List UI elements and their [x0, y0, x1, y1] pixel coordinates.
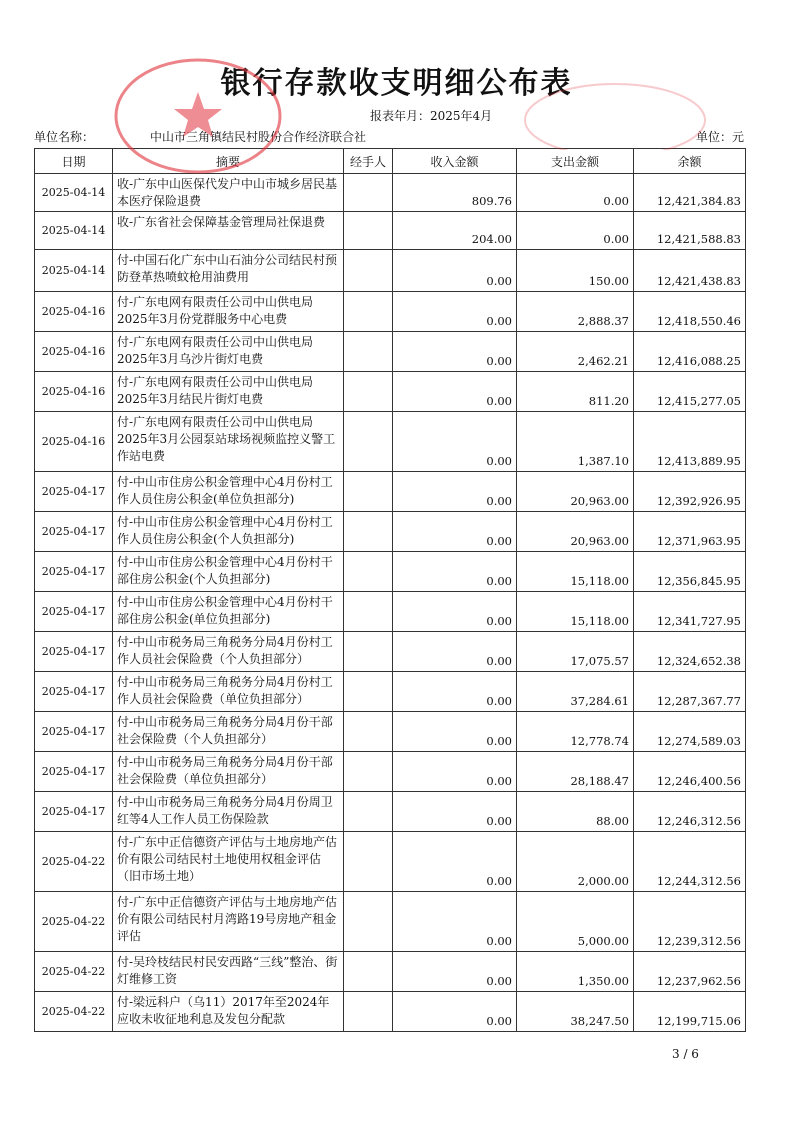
row-handler — [344, 412, 393, 472]
document-title: 银行存款收支明细公布表 — [220, 66, 573, 101]
row-income: 0.00 — [393, 472, 517, 512]
row-income: 0.00 — [393, 892, 517, 952]
row-summary: 付-广东电网有限责任公司中山供电局2025年3月乌沙片街灯电费 — [113, 332, 344, 372]
row-handler — [344, 512, 393, 552]
row-expense: 38,247.50 — [517, 992, 634, 1032]
table-row — [35, 712, 746, 752]
row-handler — [344, 292, 393, 332]
row-balance: 12,341,727.95 — [634, 592, 746, 632]
row-handler — [344, 992, 393, 1032]
row-expense: 12,778.74 — [517, 712, 634, 752]
row-expense: 0.00 — [517, 174, 634, 212]
row-balance: 12,199,715.06 — [634, 992, 746, 1032]
row-date: 2025-04-22 — [35, 832, 113, 892]
table-row — [35, 292, 746, 332]
table-row — [35, 952, 746, 992]
row-summary: 付-吴玲枝结民村民安西路“三线”整治、街灯维修工资 — [113, 952, 344, 992]
row-handler — [344, 792, 393, 832]
row-handler — [344, 212, 393, 250]
row-expense: 15,118.00 — [517, 592, 634, 632]
row-balance: 12,274,589.03 — [634, 712, 746, 752]
row-balance: 12,421,438.83 — [634, 250, 746, 292]
row-balance: 12,413,889.95 — [634, 412, 746, 472]
row-balance: 12,418,550.46 — [634, 292, 746, 332]
row-date: 2025-04-16 — [35, 412, 113, 472]
row-income: 0.00 — [393, 992, 517, 1032]
official-seal — [108, 54, 288, 174]
row-income: 0.00 — [393, 752, 517, 792]
row-income: 0.00 — [393, 952, 517, 992]
row-summary: 付-广东电网有限责任公司中山供电局2025年3月份党群服务中心电费 — [113, 292, 344, 332]
row-income: 0.00 — [393, 672, 517, 712]
row-income: 0.00 — [393, 412, 517, 472]
row-summary: 付-梁远科户（乌11）2017年至2024年应收未收征地利息及发包分配款 — [113, 992, 344, 1032]
header-income: 收入金额 — [393, 149, 517, 174]
row-expense: 150.00 — [517, 250, 634, 292]
table-row — [35, 592, 746, 632]
table-row — [35, 512, 746, 552]
row-balance: 12,371,963.95 — [634, 512, 746, 552]
row-handler — [344, 632, 393, 672]
row-date: 2025-04-22 — [35, 892, 113, 952]
header-balance: 余额 — [634, 149, 746, 174]
row-summary: 付-广东电网有限责任公司中山供电局2025年3月结民片街灯电费 — [113, 372, 344, 412]
row-expense: 811.20 — [517, 372, 634, 412]
row-date: 2025-04-17 — [35, 592, 113, 632]
row-summary: 付-中山市税务局三角税务分局4月份干部社会保险费（个人负担部分） — [113, 712, 344, 752]
row-income: 0.00 — [393, 552, 517, 592]
table-row — [35, 372, 746, 412]
row-handler — [344, 332, 393, 372]
row-balance: 12,246,400.56 — [634, 752, 746, 792]
row-expense: 17,075.57 — [517, 632, 634, 672]
row-summary: 付-中山市住房公积金管理中心4月份村工作人员住房公积金(个人负担部分) — [113, 512, 344, 552]
row-expense: 2,888.37 — [517, 292, 634, 332]
table-row — [35, 792, 746, 832]
row-income: 0.00 — [393, 332, 517, 372]
row-balance: 12,287,367.77 — [634, 672, 746, 712]
row-balance: 12,415,277.05 — [634, 372, 746, 412]
unit-label: 单位名称： — [34, 130, 95, 144]
report-period: 报表年月：2025年4月 — [370, 109, 493, 123]
row-date: 2025-04-17 — [35, 752, 113, 792]
row-balance: 12,239,312.56 — [634, 892, 746, 952]
row-handler — [344, 892, 393, 952]
faint-seal — [520, 80, 710, 150]
row-date: 2025-04-14 — [35, 212, 113, 250]
row-summary: 付-中山市税务局三角税务分局4月份周卫红等4人工作人员工伤保险款 — [113, 792, 344, 832]
row-handler — [344, 250, 393, 292]
row-handler — [344, 752, 393, 792]
row-handler — [344, 712, 393, 752]
row-expense: 0.00 — [517, 212, 634, 250]
row-summary: 付-中山市住房公积金管理中心4月份村干部住房公积金(单位负担部分) — [113, 592, 344, 632]
row-summary: 付-中山市税务局三角税务分局4月份村工作人员社会保险费（单位负担部分） — [113, 672, 344, 712]
header-expense: 支出金额 — [517, 149, 634, 174]
row-handler — [344, 592, 393, 632]
row-balance: 12,421,384.83 — [634, 174, 746, 212]
header-handler: 经手人 — [344, 149, 393, 174]
row-income: 0.00 — [393, 292, 517, 332]
row-balance: 12,246,312.56 — [634, 792, 746, 832]
row-handler — [344, 372, 393, 412]
table-row — [35, 832, 746, 892]
row-handler — [344, 174, 393, 212]
page-number: 3 / 6 — [672, 1047, 699, 1061]
header-summary: 摘要 — [113, 149, 344, 174]
row-income: 0.00 — [393, 632, 517, 672]
row-date: 2025-04-17 — [35, 472, 113, 512]
table-row — [35, 632, 746, 672]
organization-name: 中山市三角镇结民村股份合作经济联合社 — [150, 130, 367, 144]
table-row — [35, 174, 746, 212]
row-handler — [344, 832, 393, 892]
table-row — [35, 752, 746, 792]
row-expense: 2,462.21 — [517, 332, 634, 372]
row-income: 0.00 — [393, 512, 517, 552]
row-balance: 12,356,845.95 — [634, 552, 746, 592]
table-row — [35, 992, 746, 1032]
row-income: 0.00 — [393, 712, 517, 752]
row-income: 809.76 — [393, 174, 517, 212]
row-income: 0.00 — [393, 832, 517, 892]
row-balance: 12,392,926.95 — [634, 472, 746, 512]
table-row — [35, 472, 746, 512]
row-income: 0.00 — [393, 372, 517, 412]
row-expense: 37,284.61 — [517, 672, 634, 712]
table-row — [35, 672, 746, 712]
row-expense: 88.00 — [517, 792, 634, 832]
row-summary: 收-广东中山医保代发户中山市城乡居民基本医疗保险退费 — [113, 174, 344, 212]
row-summary: 付-中山市住房公积金管理中心4月份村干部住房公积金(个人负担部分) — [113, 552, 344, 592]
row-date: 2025-04-16 — [35, 292, 113, 332]
row-balance: 12,237,962.56 — [634, 952, 746, 992]
row-summary: 付-广东中正信德资产评估与土地房地产估价有限公司结民村月湾路19号房地产租金评估 — [113, 892, 344, 952]
table-row — [35, 250, 746, 292]
currency-unit: 单位：元 — [695, 130, 744, 144]
row-summary: 付-中山市税务局三角税务分局4月份村工作人员社会保险费（个人负担部分） — [113, 632, 344, 672]
row-date: 2025-04-17 — [35, 792, 113, 832]
row-date: 2025-04-17 — [35, 552, 113, 592]
row-balance: 12,416,088.25 — [634, 332, 746, 372]
row-date: 2025-04-17 — [35, 712, 113, 752]
row-handler — [344, 552, 393, 592]
row-expense: 5,000.00 — [517, 892, 634, 952]
row-date: 2025-04-14 — [35, 250, 113, 292]
row-balance: 12,421,588.83 — [634, 212, 746, 250]
row-expense: 1,387.10 — [517, 412, 634, 472]
row-summary: 付-中国石化广东中山石油分公司结民村预防登革热喷蚊枪用油费用 — [113, 250, 344, 292]
row-summary: 付-中山市住房公积金管理中心4月份村工作人员住房公积金(单位负担部分) — [113, 472, 344, 512]
row-date: 2025-04-22 — [35, 992, 113, 1032]
row-balance: 12,324,652.38 — [634, 632, 746, 672]
row-date: 2025-04-16 — [35, 332, 113, 372]
row-expense: 28,188.47 — [517, 752, 634, 792]
row-expense: 20,963.00 — [517, 472, 634, 512]
row-summary: 付-广东中正信德资产评估与土地房地产估价有限公司结民村土地使用权租金评估（旧市场土地） — [113, 832, 344, 892]
row-balance: 12,244,312.56 — [634, 832, 746, 892]
row-expense: 2,000.00 — [517, 832, 634, 892]
table-row — [35, 892, 746, 952]
row-date: 2025-04-17 — [35, 512, 113, 552]
table-row — [35, 212, 746, 250]
row-handler — [344, 472, 393, 512]
row-income: 0.00 — [393, 592, 517, 632]
row-handler — [344, 952, 393, 992]
row-expense: 15,118.00 — [517, 552, 634, 592]
row-summary: 收-广东省社会保障基金管理局社保退费 — [113, 212, 344, 250]
row-date: 2025-04-22 — [35, 952, 113, 992]
row-date: 2025-04-16 — [35, 372, 113, 412]
row-summary: 付-广东电网有限责任公司中山供电局2025年3月公园泵站球场视频监控义警工作站电费 — [113, 412, 344, 472]
table-row — [35, 332, 746, 372]
row-income: 0.00 — [393, 792, 517, 832]
ledger-table — [34, 148, 746, 1032]
table-row — [35, 552, 746, 592]
row-expense: 1,350.00 — [517, 952, 634, 992]
row-expense: 20,963.00 — [517, 512, 634, 552]
row-date: 2025-04-17 — [35, 632, 113, 672]
row-income: 204.00 — [393, 212, 517, 250]
header-date: 日期 — [35, 149, 113, 174]
row-date: 2025-04-14 — [35, 174, 113, 212]
row-income: 0.00 — [393, 250, 517, 292]
row-date: 2025-04-17 — [35, 672, 113, 712]
table-row — [35, 412, 746, 472]
row-summary: 付-中山市税务局三角税务分局4月份干部社会保险费（单位负担部分） — [113, 752, 344, 792]
row-handler — [344, 672, 393, 712]
